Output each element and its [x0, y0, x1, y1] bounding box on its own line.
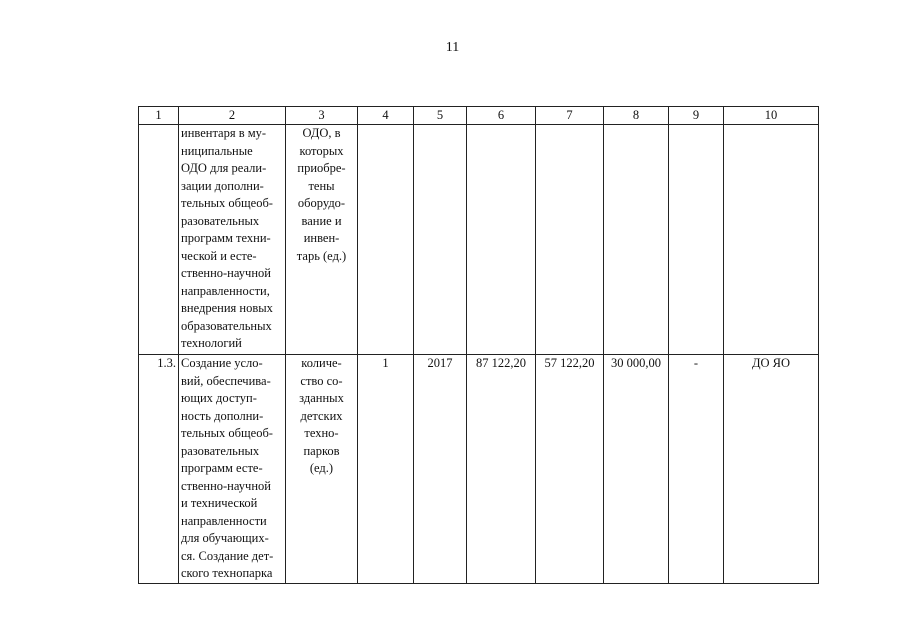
table-header-row [139, 107, 819, 125]
page-number: 11 [445, 40, 460, 55]
header-cell: 2 [179, 107, 286, 125]
amount-cell: 57 122,20 [536, 355, 604, 584]
header-cell: 7 [536, 107, 604, 125]
table-row [139, 355, 819, 584]
year-cell: 2017 [414, 355, 467, 584]
indicator-cell: ОДО, в которых приобре- тены оборудо- вание и инвен- тарь (ед.) [286, 125, 358, 355]
amount-cell: 87 122,20 [467, 355, 536, 584]
amount-cell [467, 125, 536, 355]
header-cell: 10 [724, 107, 819, 125]
row-number-cell: 1.3. [139, 355, 179, 584]
executor-cell: ДО ЯО [724, 355, 819, 584]
table-row [139, 125, 819, 355]
amount-cell [604, 125, 669, 355]
header-cell: 8 [604, 107, 669, 125]
header-cell: 6 [467, 107, 536, 125]
header-cell: 4 [358, 107, 414, 125]
value-cell: 1 [358, 355, 414, 584]
header-cell: 3 [286, 107, 358, 125]
row-number-cell [139, 125, 179, 355]
value-cell [358, 125, 414, 355]
amount-cell [669, 125, 724, 355]
amount-cell: - [669, 355, 724, 584]
executor-cell [724, 125, 819, 355]
indicator-cell: количе- ство со- зданных детских техно- парков (ед.) [286, 355, 358, 584]
header-cell: 9 [669, 107, 724, 125]
program-table [138, 106, 819, 584]
header-cell: 1 [139, 107, 179, 125]
amount-cell [536, 125, 604, 355]
amount-cell: 30 000,00 [604, 355, 669, 584]
activity-name-cell: инвентаря в му- ниципальные ОДО для реали- зации дополни- тельных общеоб- разовательных программ техни- ческой и есте- ственно-научной направленности, внедрения новых образовательных технологий [179, 125, 286, 355]
year-cell [414, 125, 467, 355]
header-cell: 5 [414, 107, 467, 125]
activity-name-cell: Создание усло- вий, обеспечива- ющих доступ- ность дополни- тельных общеоб- разовательных программ есте- ственно-научной и технической направленности для обучающих- ся. Создание дет- ского технопарка [179, 355, 286, 584]
